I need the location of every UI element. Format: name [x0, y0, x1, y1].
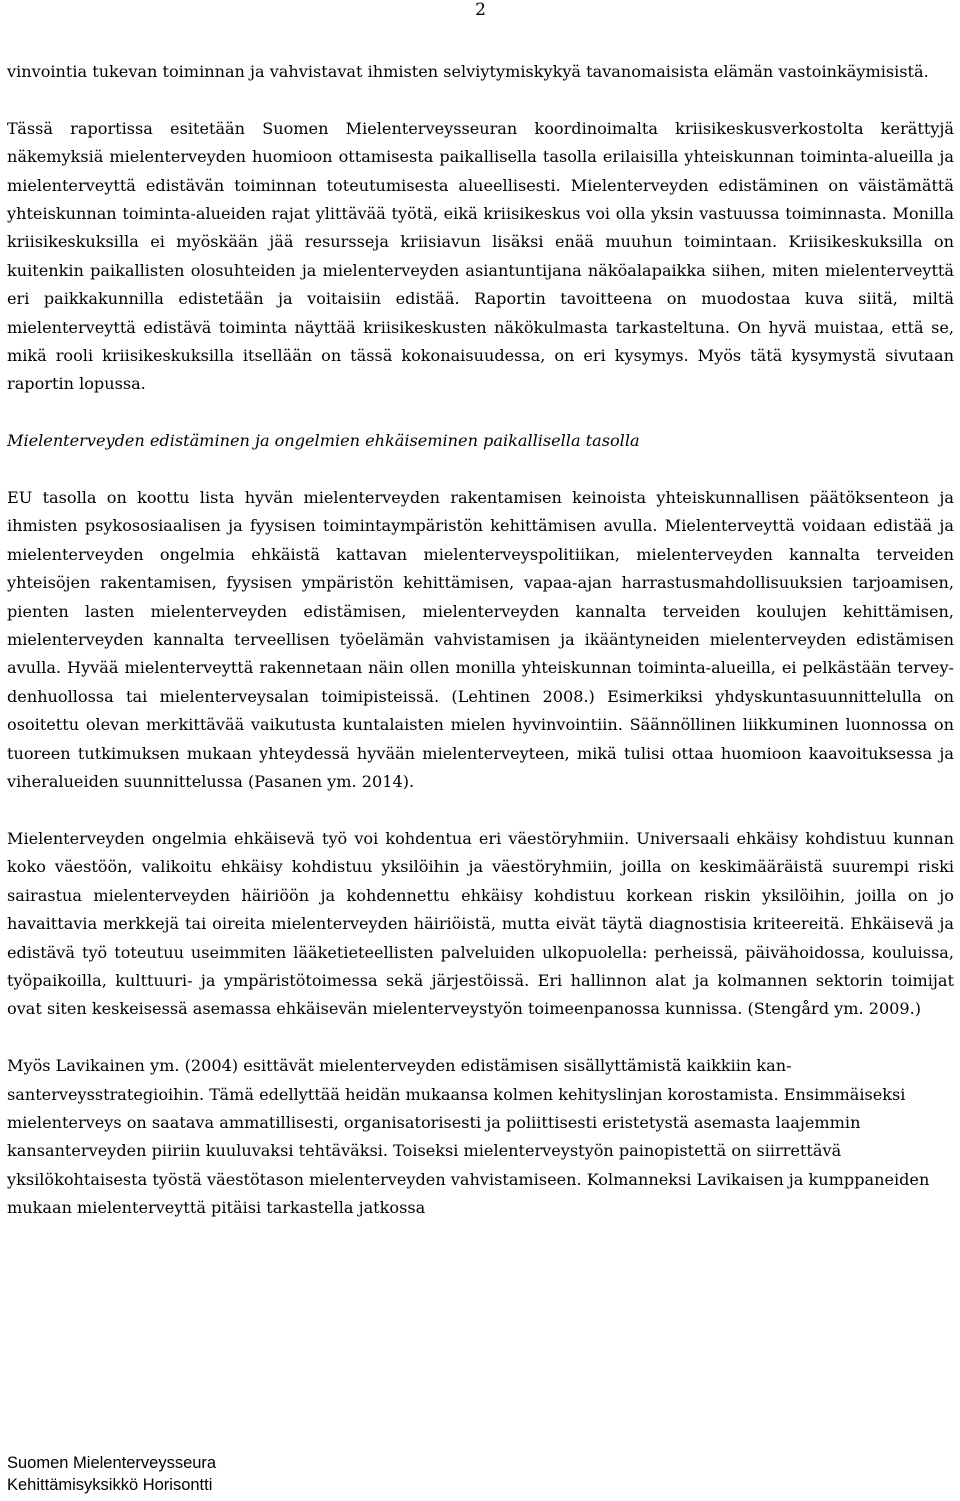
paragraph-eu-list: EU tasolla on koottu lista hyvän mielenterveyden rakentamisen keinoista yhteiskunnallisen päätöksenteon ja ihmisten psykososiaalisen ja fyysisen toimintaympäristön kehittämisen avulla. Mielenterveyttä voidaan edistää ja mielenterveyden ongelmia ehkäistä kattavan mielenterveyspolitiikan, mielenterveyden kannalta terveiden yhteisöjen rakentamisen, fyysisen ympäristön kehittämisen, vapaa-ajan harrastusmahdollisuuksien tarjoamisen, pienten lasten mielenterveyden edistämisen, mielenterveyden kannalta terveiden koulujen kehittämisen, mielenterveyden kannalta terveellisen työelämän vahvistamisen ja ikääntyneiden mielenterveyden edistämisen avulla. Hyvää mielenterveyttä rakennetaan näin ollen monilla yhteiskunnan toiminta-alueilla, ei pelkästään terveydenhuollossa tai mielenterveysalan toimipisteissä. (Lehtinen 2008.) Esimerkiksi yhdyskuntasuunnittelulla on osoitettu olevan merkittävää vaikutusta kuntalaisten mielen hyvinvointiin. Säännöllinen liikkuminen luonnossa on tuoreen tutkimuksen mukaan yhteydessä hyvään mielenterveyteen, mikä tulisi ottaa huomioon kaavoituksessa ja viheralueiden suunnittelussa (Pasanen ym. 2014). — [7, 488, 954, 792]
body-text — [7, 58, 954, 1223]
paragraph-report-overview: Tässä raportissa esitetään Suomen Mielenterveysseuran koordinoimalta kriisikeskusverkostolta kerättyjä näkemyksiä mielenterveyden huomioon ottamisesta paikallisella tasolla erilaisilla yhteiskunnan toiminta-alueilla ja mielenterveyttä edistävän toiminnan toteutumisesta alueellisesti. Mielenterveyden edistäminen on väistämättä yhteiskunnan toiminta-alueiden rajat ylittävää työtä, eikä kriisikeskus voi olla yksin vastuussa toiminnasta. Monilla kriisikeskuksilla ei myöskään jää resursseja kriisiavun lisäksi enää muuhun toimintaan. Kriisikeskuksilla on kuitenkin paikallisten olosuhteiden ja mielenterveyden asiantuntijana näköalapaikka siihen, miten mielenterveyttä eri paikkakunnilla edistetään ja voitaisiin edistää. Raportin tavoitteena on muodostaa kuva siitä, miltä mielenterveyttä edistävä toiminta näyttää kriisikeskusten näkökulmasta tarkasteltuna. On hyvä muistaa, että se, mikä rooli kriisikeskuksilla itsellään on tässä kokonaisuudessa, on eri kysymys. Myös tätä kysymystä sivutaan raportin lopussa. — [7, 118, 954, 394]
paragraph-prevention-groups: Mielenterveyden ongelmia ehkäisevä työ voi kohdentua eri väestöryhmiin. Universaali ehkäisy kohdistuu kunnan koko väestöön, valikoitu ehkäisy kohdistuu yksilöihin ja väestöryhmiin, joilla on keskimääräistä suurempi riski sairastua mielenterveyden häiriöön ja kohdennettu ehkäisy kohdistuu korkean riskin yksilöihin, joilla on jo havaittavia merkkejä tai oireita mielenterveyden häiriöistä, mutta eivät täytä diagnostisia kriteereitä. Ehkäisevä ja edistävä työ toteutuu useimmiten lääketieteellisten palveluiden ulkopuolella: perheissä, päivähoidossa, kouluissa, työpaikoilla, kulttuuri- ja ympäristötoimessa sekä järjestöissä. Eri hallinnon alat ja kolmannen sektorin toimijat ovat siten keskeisessä asemassa ehkäisevän mielenterveystyön toimeenpanossa kunnissa. (Stengård ym. 2009.) — [7, 828, 954, 1019]
footer-organization: Suomen Mielenterveysseura — [7, 1454, 217, 1472]
page-number: 2 — [475, 0, 486, 20]
section-heading: Mielenterveyden edistäminen ja ongelmien ehkäiseminen paikallisella tasolla — [7, 431, 640, 451]
footer — [7, 1452, 216, 1496]
paragraph-lavikainen: Myös Lavikainen ym. (2004) esittävät mielenterveyden edistämisen sisällyttämistä kaikkiin kansanterveysstrategioihin. Tämä edellyttää heidän mukaansa kolmen kehityslinjan korostamista. Ensimmäiseksi mielenterveys on saatava ammatillisesti, organisatorisesti ja poliittisesti eristetystä asemasta laajemmin kansanterveyden piiriin kuuluvaksi tehtäväksi. Toiseksi mielenterveystyön painopistettä on siirrettävä yksilökohtaisesta työstä väestötason mielenterveyden vahvistamiseen. Kolmanneksi Lavikaisen ja kumppaneiden mukaan mielenterveyttä pitäisi tarkastella jatkossa — [7, 1056, 930, 1218]
paragraph-intro-continuation: vinvointia tukevan toiminnan ja vahvistavat ihmisten selviytymiskykyä tavanomaisista elämän vastoinkäymisistä. — [7, 62, 929, 81]
footer-unit: Kehittämisyksikkö Horisontti — [7, 1476, 213, 1494]
